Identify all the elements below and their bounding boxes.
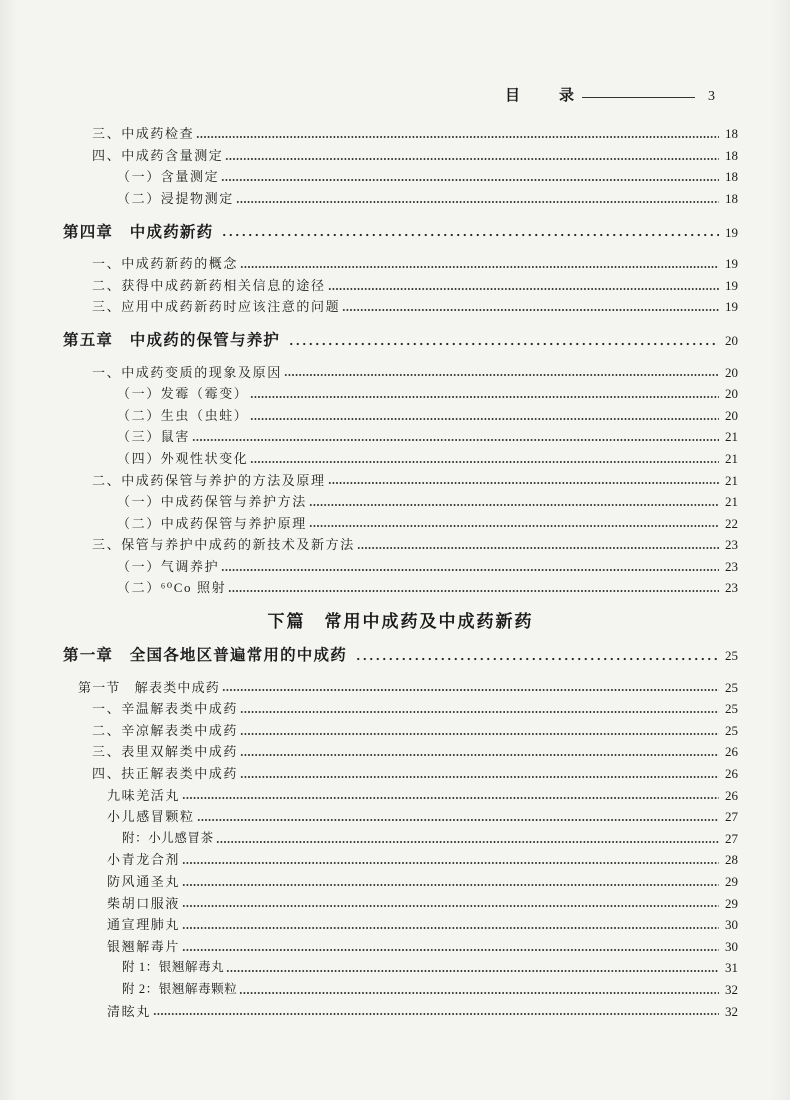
dot-leader [182, 920, 719, 930]
entry-title: 附：小儿感冒茶 [122, 830, 214, 845]
page-number: 29 [725, 895, 738, 911]
entry-title: 柴胡口服液 [107, 895, 181, 911]
entry-title: （二）⁶⁰Co 照射 [117, 580, 227, 596]
toc-entry [63, 275, 738, 297]
page-number: 21 [725, 494, 738, 510]
page-number: 32 [725, 1003, 738, 1019]
page-number: 26 [725, 787, 738, 803]
entry-title: 一、中成药新药的概念 [92, 256, 239, 272]
chapter-heading [63, 330, 738, 352]
entry-title: 第四章 中成药新药 [63, 223, 214, 241]
page-number: 18 [725, 126, 738, 142]
entry-title: 第一节 解表类中成药 [78, 679, 221, 695]
dot-leader [182, 877, 719, 887]
dot-leader [225, 151, 719, 161]
page-number: 18 [725, 147, 738, 163]
dot-leader [250, 454, 719, 464]
toc-entry [63, 698, 738, 720]
page-number: 18 [725, 190, 738, 206]
dot-leader [197, 812, 719, 822]
entry-title: 九味羌活丸 [107, 787, 181, 803]
toc-entry [63, 362, 738, 384]
toc-subentry [63, 556, 738, 578]
entry-title: 第五章 中成药的保管与养护 [63, 331, 281, 349]
toc-entry [63, 720, 738, 742]
entry-title: （二）浸提物测定 [117, 190, 234, 206]
dot-leader [328, 281, 719, 291]
entry-title: 一、辛温解表类中成药 [92, 701, 239, 717]
page-number: 30 [725, 917, 738, 933]
dot-leader [309, 518, 719, 528]
entry-title: 四、中成药含量测定 [92, 147, 224, 163]
dot-leader [250, 389, 719, 399]
page-number: 28 [725, 852, 738, 868]
medicine-entry [63, 914, 738, 936]
page-number: 20 [725, 386, 738, 402]
chapter-heading [63, 645, 738, 667]
dot-leader [328, 475, 719, 485]
medicine-entry [63, 849, 738, 871]
toc-subentry [63, 383, 738, 405]
dot-leader [240, 726, 719, 736]
page-number: 32 [725, 981, 738, 997]
dot-leader [182, 855, 719, 865]
toc-entry [63, 534, 738, 556]
appendix-entry [63, 828, 738, 850]
dot-leader [288, 336, 719, 346]
dot-leader [228, 583, 719, 593]
header-rule [582, 97, 695, 98]
dot-leader [250, 411, 719, 421]
entry-title: 一、中成药变质的现象及原因 [92, 364, 282, 380]
entry-title: 二、辛凉解表类中成药 [92, 722, 239, 738]
entry-title: 清眩丸 [107, 1003, 151, 1019]
dot-leader [240, 704, 719, 714]
page-number: 19 [725, 299, 738, 315]
page-number: 30 [725, 938, 738, 954]
page-number: 27 [725, 809, 738, 825]
dot-leader [239, 985, 719, 995]
entry-title: 小青龙合剂 [107, 852, 181, 868]
entry-title: 四、扶正解表类中成药 [92, 766, 239, 782]
toc-subentry [63, 491, 738, 513]
page-number: 22 [725, 515, 738, 531]
entry-title: 小儿感冒颗粒 [107, 809, 195, 825]
medicine-entry [63, 936, 738, 958]
header-page-number: 3 [708, 89, 715, 104]
medicine-entry [63, 871, 738, 893]
dot-leader [309, 497, 719, 507]
dot-leader [196, 129, 719, 139]
medicine-entry [63, 806, 738, 828]
entry-title: 附 2：银翘解毒颗粒 [122, 981, 238, 996]
table-of-contents [63, 123, 738, 1022]
appendix-entry [63, 979, 738, 1001]
entry-title: （三）鼠害 [117, 429, 191, 445]
appendix-entry [63, 957, 738, 979]
medicine-entry [63, 893, 738, 915]
medicine-entry [63, 785, 738, 807]
entry-title: 二、中成药保管与养护的方法及原理 [92, 472, 326, 488]
page-number: 19 [725, 256, 738, 272]
page-number: 26 [725, 766, 738, 782]
page-number: 21 [725, 472, 738, 488]
dot-leader [226, 963, 719, 973]
dot-leader [222, 682, 719, 692]
dot-leader [221, 227, 719, 237]
dot-leader [240, 769, 719, 779]
dot-leader [236, 194, 719, 204]
entry-title: （二）中成药保管与养护原理 [117, 515, 307, 531]
toc-subentry [63, 426, 738, 448]
dot-leader [355, 651, 719, 661]
dot-leader [221, 172, 719, 182]
running-head-title: 目 录 [505, 88, 587, 104]
dot-leader [357, 540, 719, 550]
part-heading [63, 611, 738, 633]
toc-entry [63, 741, 738, 763]
dot-leader [240, 259, 719, 269]
page-number: 18 [725, 169, 738, 185]
dot-leader [192, 432, 719, 442]
dot-leader [182, 942, 719, 952]
toc-entry [63, 123, 738, 145]
page-number: 25 [725, 648, 738, 664]
page-number: 23 [725, 537, 738, 553]
entry-title: 附 1：银翘解毒丸 [122, 960, 225, 975]
entry-title: 三、保管与养护中成药的新技术及新方法 [92, 537, 355, 553]
dot-leader [221, 562, 719, 572]
dot-leader [182, 790, 719, 800]
toc-entry [63, 470, 738, 492]
page-number: 29 [725, 873, 738, 889]
page-number: 25 [725, 679, 738, 695]
page-number: 21 [725, 429, 738, 445]
toc-entry [63, 253, 738, 275]
page-number: 20 [725, 407, 738, 423]
entry-title: 第一章 全国各地区普遍常用的中成药 [63, 647, 347, 665]
page-number: 31 [725, 960, 738, 976]
dot-leader [182, 898, 719, 908]
entry-title: 三、表里双解类中成药 [92, 744, 239, 760]
section-heading [63, 677, 738, 699]
toc-subentry [63, 448, 738, 470]
page-number: 21 [725, 450, 738, 466]
page-number: 19 [725, 224, 738, 240]
entry-title: （一）发霉（霉变） [117, 386, 249, 402]
entry-title: 防风通圣丸 [107, 873, 181, 889]
entry-title: （一）中成药保管与养护方法 [117, 494, 307, 510]
toc-subentry [63, 166, 738, 188]
toc-entry [63, 296, 738, 318]
toc-entry [63, 763, 738, 785]
entry-title: （一）含量测定 [117, 169, 220, 185]
page-number: 19 [725, 277, 738, 293]
page-number: 20 [725, 332, 738, 348]
entry-title: 三、中成药检查 [92, 126, 195, 142]
page-number: 25 [725, 701, 738, 717]
chapter-heading [63, 222, 738, 244]
entry-title: （一）气调养护 [117, 558, 220, 574]
entry-title: 银翘解毒片 [107, 938, 181, 954]
dot-leader [153, 1006, 719, 1016]
dot-leader [342, 302, 719, 312]
dot-leader [240, 747, 719, 757]
page-number: 23 [725, 558, 738, 574]
page-number: 25 [725, 722, 738, 738]
medicine-entry [63, 1001, 738, 1023]
page-number: 26 [725, 744, 738, 760]
page-number: 20 [725, 364, 738, 380]
dot-leader [216, 834, 719, 844]
page-number: 27 [725, 830, 738, 846]
toc-subentry [63, 405, 738, 427]
entry-title: （四）外观性状变化 [117, 450, 249, 466]
toc-entry [63, 145, 738, 167]
toc-subentry [63, 188, 738, 210]
toc-subentry [63, 513, 738, 535]
dot-leader [284, 367, 719, 377]
entry-title: 三、应用中成药新药时应该注意的问题 [92, 299, 341, 315]
toc-subentry [63, 577, 738, 599]
entry-title: （二）生虫（虫蛀） [117, 407, 249, 423]
entry-title: 通宣理肺丸 [107, 917, 181, 933]
entry-title: 二、获得中成药新药相关信息的途径 [92, 277, 326, 293]
page-number: 23 [725, 580, 738, 596]
entry-title: 下篇 常用中成药及中成药新药 [267, 612, 534, 632]
